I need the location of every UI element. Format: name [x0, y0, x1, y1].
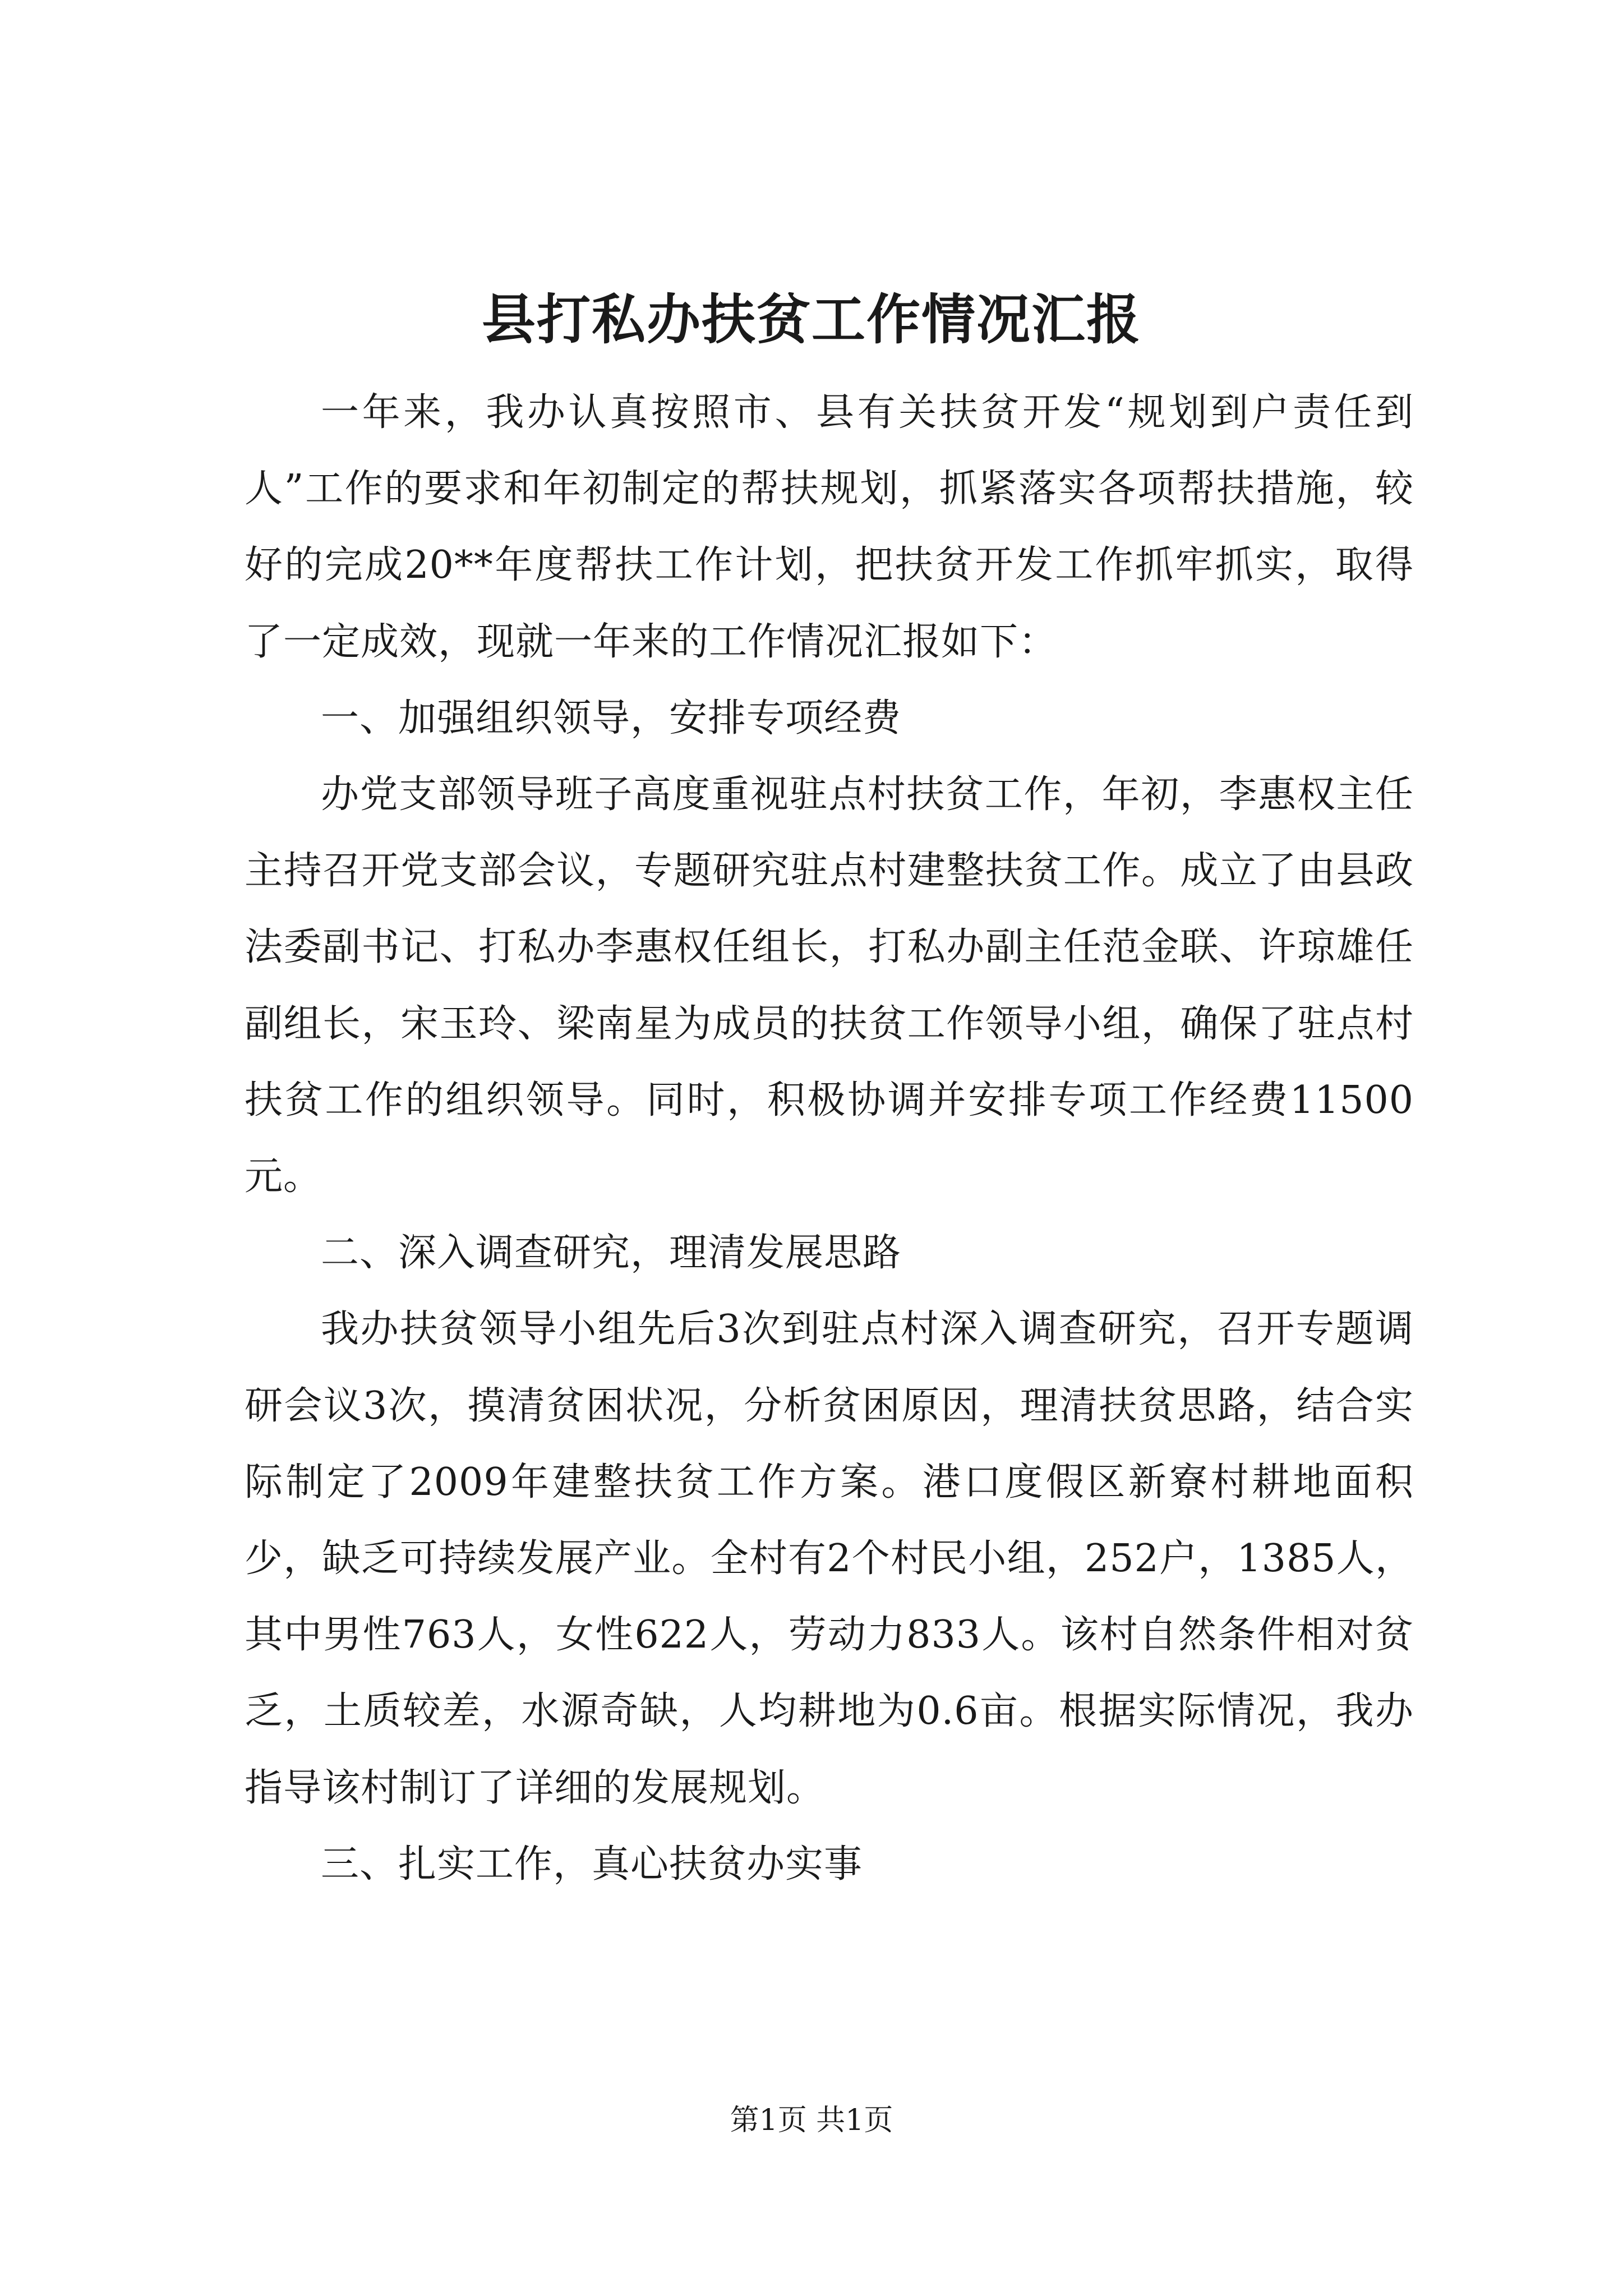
document-title: 县打私办扶贫工作情况汇报: [482, 288, 1141, 351]
section-paragraph-1: 办党支部领导班子高度重视驻点村扶贫工作，年初，李惠权主任主持召开党支部会议，专题研究驻点村建整扶贫工作。成立了由县政法委副书记、打私办李惠权任组长，打私办副主任范金联、许琼雄任副组长，宋玉玲、梁南星为成员的扶贫工作领导小组，确保了驻点村扶贫工作的组织领导。同时，积极协调并安排专项工作经费11500元。: [245, 772, 1414, 1199]
document-body: [245, 375, 1414, 1903]
intro-paragraph: 一年来，我办认真按照市、县有关扶贫开发“规划到户责任到人”工作的要求和年初制定的帮扶规划，抓紧落实各项帮扶措施，较好的完成20**年度帮扶工作计划，把扶贫开发工作抓牢抓实，取得了一定成效，现就一年来的工作情况汇报如下：: [245, 390, 1414, 664]
section-heading-2: 二、深入调查研究，理清发展思路: [321, 1231, 902, 1276]
section-heading-3: 三、扎实工作，真心扶贫办实事: [321, 1842, 863, 1887]
section-heading-1: 一、加强组织领导，安排专项经费: [321, 696, 902, 740]
page-footer: 第1页 共1页: [730, 2104, 893, 2137]
section-paragraph-2: 我办扶贫领导小组先后3次到驻点村深入调查研究，召开专题调研会议3次，摸清贫困状况，分析贫困原因，理清扶贫思路，结合实际制定了2009年建整扶贫工作方案。港口度假区新寮村耕地面积少，缺乏可持续发展产业。全村有2个村民小组，252户，1385人，其中男性763人，女性622人，劳动力833人。该村自然条件相对贫乏，土质较差，水源奇缺，人均耕地为0.6亩。根据实际情况，我办指导该村制订了详细的发展规划。: [245, 1307, 1414, 1810]
